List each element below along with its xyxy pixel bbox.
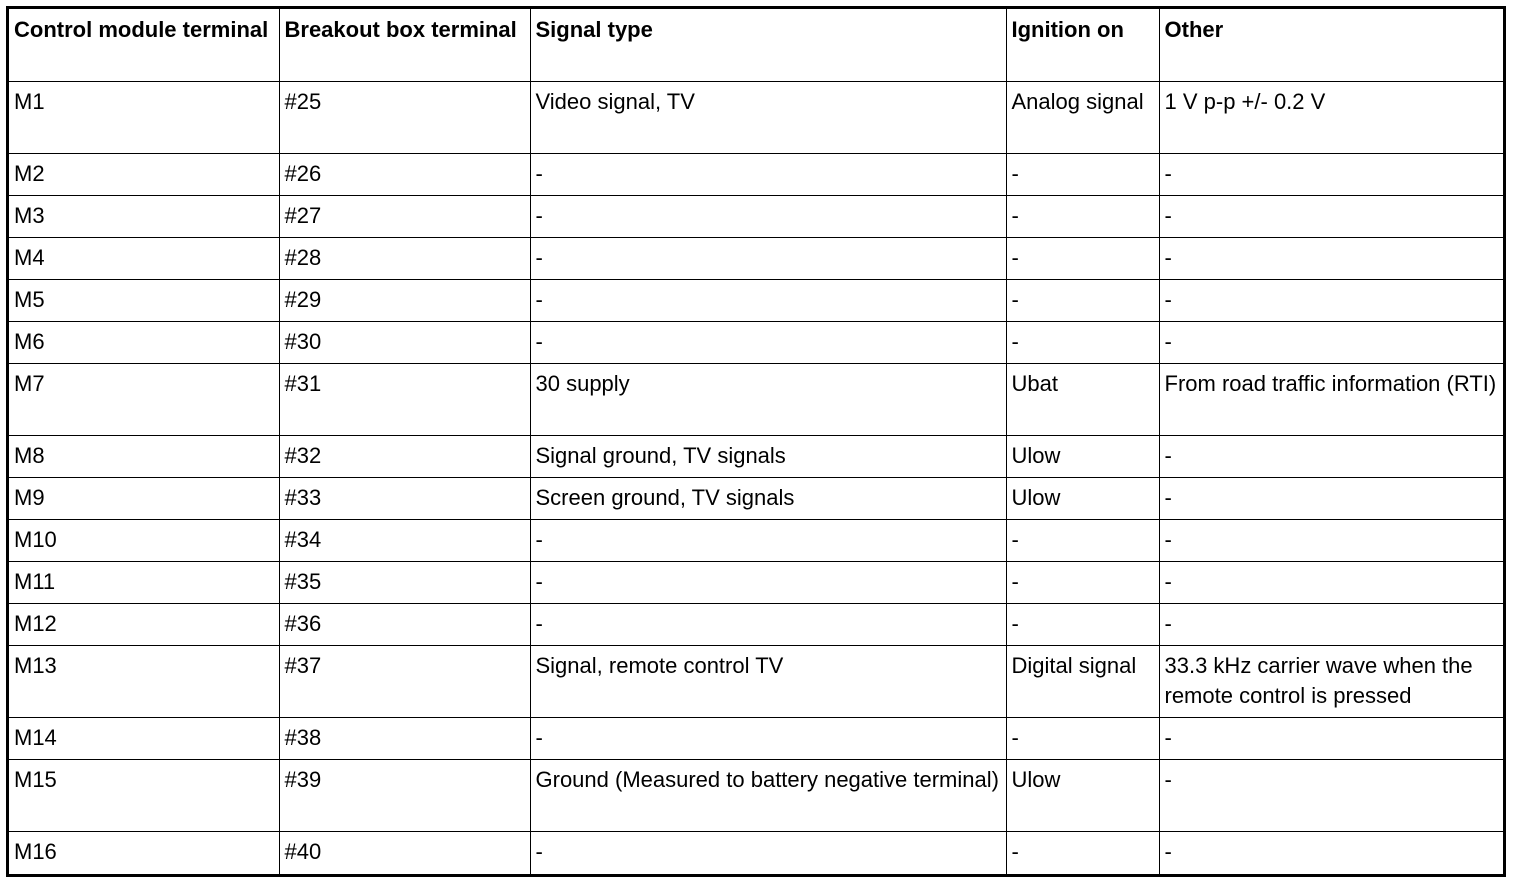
table-row: [9, 562, 1503, 604]
cell-other: From road traffic information (RTI): [1159, 363, 1503, 435]
cell-breakout-box-terminal: #33: [279, 477, 530, 519]
table-row: [9, 519, 1503, 561]
terminal-table-frame: [6, 6, 1506, 877]
cell-other: 33.3 kHz carrier wave when the remote control is pressed: [1159, 646, 1503, 718]
cell-control-module-terminal: M5: [9, 279, 279, 321]
cell-control-module-terminal: M1: [9, 81, 279, 153]
cell-ignition-on: -: [1006, 321, 1159, 363]
table-row: [9, 81, 1503, 153]
header-other: Other: [1159, 9, 1503, 81]
cell-breakout-box-terminal: #38: [279, 718, 530, 760]
cell-breakout-box-terminal: #39: [279, 760, 530, 832]
cell-signal-type: -: [530, 604, 1006, 646]
cell-other: -: [1159, 435, 1503, 477]
cell-ignition-on: Ulow: [1006, 477, 1159, 519]
cell-control-module-terminal: M10: [9, 519, 279, 561]
cell-breakout-box-terminal: #28: [279, 237, 530, 279]
table-row: [9, 363, 1503, 435]
table-row: [9, 195, 1503, 237]
table-row: [9, 279, 1503, 321]
cell-ignition-on: -: [1006, 195, 1159, 237]
header-control-module-terminal: Control module terminal: [9, 9, 279, 81]
table-row: [9, 832, 1503, 874]
cell-other: -: [1159, 718, 1503, 760]
table-row: [9, 646, 1503, 718]
cell-control-module-terminal: M6: [9, 321, 279, 363]
cell-breakout-box-terminal: #37: [279, 646, 530, 718]
cell-other: -: [1159, 562, 1503, 604]
cell-signal-type: -: [530, 153, 1006, 195]
table-row: [9, 321, 1503, 363]
terminal-table: [9, 9, 1503, 874]
cell-other: -: [1159, 153, 1503, 195]
cell-ignition-on: -: [1006, 279, 1159, 321]
cell-ignition-on: Ulow: [1006, 435, 1159, 477]
cell-signal-type: Screen ground, TV signals: [530, 477, 1006, 519]
cell-other: 1 V p-p +/- 0.2 V: [1159, 81, 1503, 153]
cell-control-module-terminal: M7: [9, 363, 279, 435]
cell-signal-type: -: [530, 279, 1006, 321]
cell-control-module-terminal: M15: [9, 760, 279, 832]
cell-control-module-terminal: M2: [9, 153, 279, 195]
cell-signal-type: -: [530, 562, 1006, 604]
cell-other: -: [1159, 760, 1503, 832]
cell-signal-type: -: [530, 195, 1006, 237]
cell-signal-type: -: [530, 321, 1006, 363]
cell-ignition-on: -: [1006, 718, 1159, 760]
cell-control-module-terminal: M8: [9, 435, 279, 477]
cell-other: -: [1159, 195, 1503, 237]
cell-control-module-terminal: M16: [9, 832, 279, 874]
cell-control-module-terminal: M13: [9, 646, 279, 718]
header-signal-type: Signal type: [530, 9, 1006, 81]
cell-other: -: [1159, 604, 1503, 646]
cell-breakout-box-terminal: #31: [279, 363, 530, 435]
cell-signal-type: -: [530, 237, 1006, 279]
cell-other: -: [1159, 321, 1503, 363]
cell-breakout-box-terminal: #35: [279, 562, 530, 604]
cell-breakout-box-terminal: #36: [279, 604, 530, 646]
cell-breakout-box-terminal: #25: [279, 81, 530, 153]
cell-other: -: [1159, 832, 1503, 874]
cell-signal-type: -: [530, 718, 1006, 760]
table-row: [9, 718, 1503, 760]
cell-breakout-box-terminal: #26: [279, 153, 530, 195]
cell-other: -: [1159, 279, 1503, 321]
header-ignition-on: Ignition on: [1006, 9, 1159, 81]
cell-breakout-box-terminal: #40: [279, 832, 530, 874]
cell-breakout-box-terminal: #29: [279, 279, 530, 321]
table-row: [9, 760, 1503, 832]
cell-ignition-on: Ulow: [1006, 760, 1159, 832]
cell-signal-type: -: [530, 519, 1006, 561]
cell-ignition-on: Analog signal: [1006, 81, 1159, 153]
table-header-row: [9, 9, 1503, 81]
table-row: [9, 153, 1503, 195]
table-row: [9, 477, 1503, 519]
cell-signal-type: Video signal, TV: [530, 81, 1006, 153]
cell-signal-type: Ground (Measured to battery negative terminal): [530, 760, 1006, 832]
cell-control-module-terminal: M12: [9, 604, 279, 646]
cell-ignition-on: -: [1006, 562, 1159, 604]
cell-control-module-terminal: M11: [9, 562, 279, 604]
cell-breakout-box-terminal: #32: [279, 435, 530, 477]
cell-ignition-on: -: [1006, 237, 1159, 279]
cell-signal-type: Signal, remote control TV: [530, 646, 1006, 718]
cell-signal-type: 30 supply: [530, 363, 1006, 435]
cell-control-module-terminal: M9: [9, 477, 279, 519]
cell-other: -: [1159, 477, 1503, 519]
table-row: [9, 237, 1503, 279]
cell-control-module-terminal: M14: [9, 718, 279, 760]
cell-ignition-on: -: [1006, 604, 1159, 646]
cell-ignition-on: -: [1006, 519, 1159, 561]
table-row: [9, 435, 1503, 477]
cell-ignition-on: -: [1006, 153, 1159, 195]
cell-breakout-box-terminal: #34: [279, 519, 530, 561]
cell-other: -: [1159, 237, 1503, 279]
cell-ignition-on: Ubat: [1006, 363, 1159, 435]
cell-control-module-terminal: M4: [9, 237, 279, 279]
table-row: [9, 604, 1503, 646]
header-breakout-box-terminal: Breakout box terminal: [279, 9, 530, 81]
cell-control-module-terminal: M3: [9, 195, 279, 237]
cell-signal-type: -: [530, 832, 1006, 874]
cell-other: -: [1159, 519, 1503, 561]
cell-ignition-on: Digital signal: [1006, 646, 1159, 718]
cell-signal-type: Signal ground, TV signals: [530, 435, 1006, 477]
cell-breakout-box-terminal: #30: [279, 321, 530, 363]
cell-ignition-on: -: [1006, 832, 1159, 874]
cell-breakout-box-terminal: #27: [279, 195, 530, 237]
